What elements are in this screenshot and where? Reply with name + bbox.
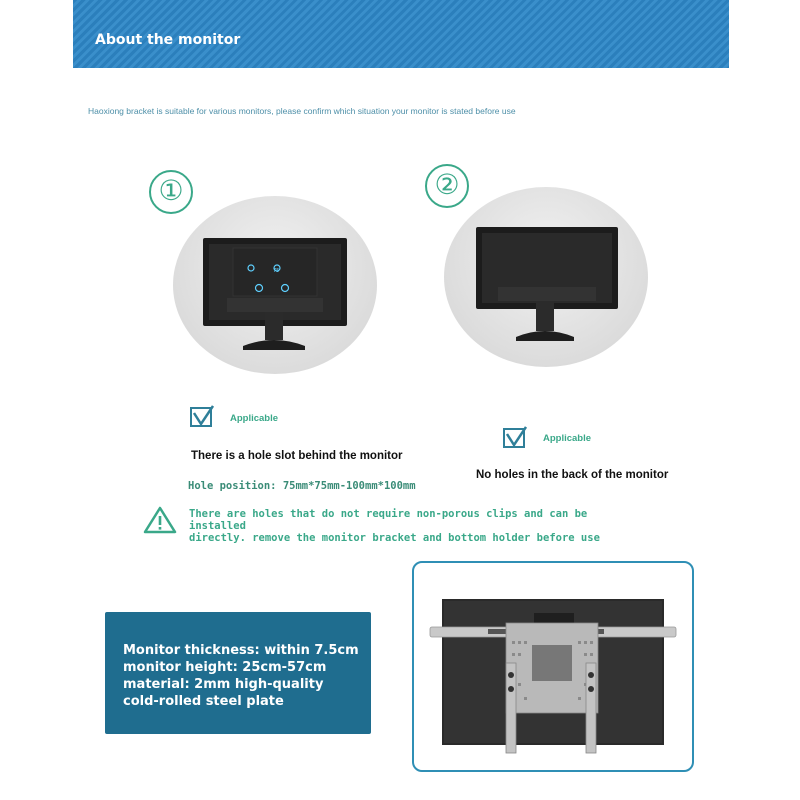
monitor-without-holes-illustration — [444, 187, 648, 367]
svg-text:75: 75 — [273, 268, 280, 274]
case-1-number: ① — [149, 170, 193, 214]
warning-text — [189, 508, 609, 544]
checkbox-checked-icon — [190, 405, 214, 427]
spec-material-cont: cold-rolled steel plate — [123, 694, 284, 709]
intro-text: Haoxiong bracket is suitable for various monitors, please confirm which situation your monitor is stated before use — [88, 106, 516, 116]
page-title: About the monitor — [95, 32, 241, 48]
warning-icon — [143, 506, 177, 534]
bracket-photo-frame — [412, 561, 694, 772]
monitor-with-holes-illustration — [173, 196, 377, 374]
spec-material: material: 2mm high-quality — [123, 677, 324, 692]
case-1-applicable-label: Applicable — [230, 413, 279, 424]
case-2-image — [444, 187, 648, 367]
specs-list — [123, 642, 359, 710]
specs-panel — [105, 612, 371, 734]
bracket-photo — [414, 563, 692, 770]
case-2-number: ② — [425, 164, 469, 208]
case-1-description: There is a hole slot behind the monitor — [191, 450, 403, 462]
case-2-description: No holes in the back of the monitor — [476, 469, 669, 481]
header-banner — [73, 0, 729, 68]
hole-position-text: Hole position: 75mm*75mm-100mm*100mm — [188, 480, 416, 492]
spec-thickness: Monitor thickness: within 7.5cm — [123, 643, 359, 658]
warning-line-2: directly. remove the monitor bracket and bottom holder before use — [189, 532, 600, 544]
spec-height: monitor height: 25cm-57cm — [123, 660, 327, 675]
case-1-image — [173, 196, 377, 374]
case-2-applicable-label: Applicable — [543, 433, 592, 444]
checkbox-checked-icon — [503, 426, 527, 448]
warning-line-1: There are holes that do not require non-porous clips and can be installed — [189, 508, 588, 532]
